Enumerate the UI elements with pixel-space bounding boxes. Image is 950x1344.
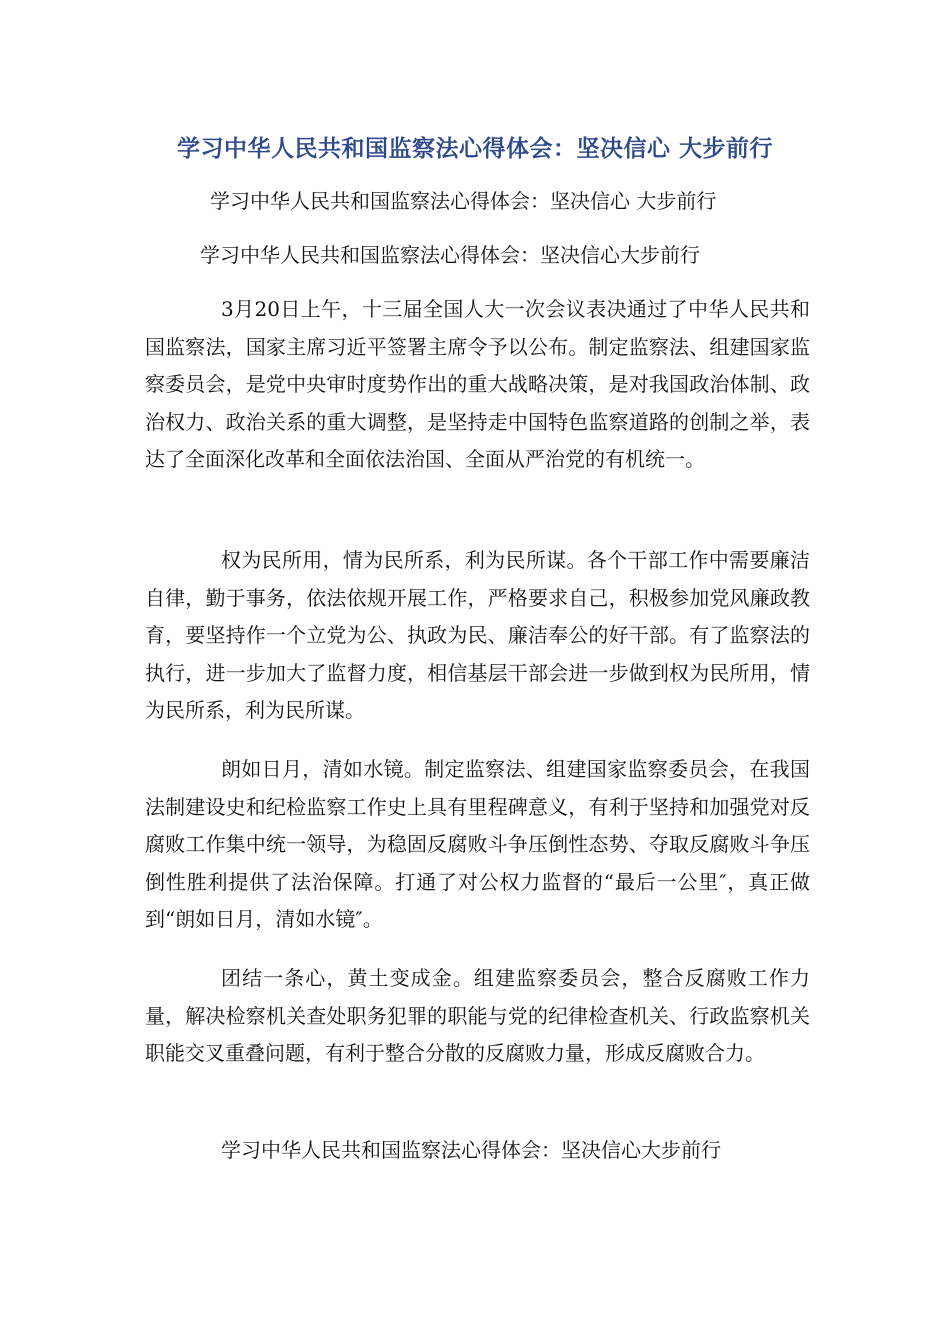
body-paragraph-1: 3月20日上午，十三届全国人大一次会议表决通过了中华人民共和国监察法，国家主席习近平签署主席令予以公布。制定监察法、组建国家监察委员会，是党中央审时度势作出的重大战略决策，是对我国政治体制、政治权力、政治关系的重大调整，是坚持走中国特色监察道路的创制之举，表达了全面深化改革和全面依法治国、全面从严治党的有机统一。 (145, 297, 810, 471)
subtitle-line-2: 学习中华人民共和国监察法心得体会：坚决信心大步前行 (200, 243, 700, 267)
document-title: 学习中华人民共和国监察法心得体会：坚决信心 大步前行 (176, 136, 773, 162)
closing-line: 学习中华人民共和国监察法心得体会：坚决信心大步前行 (221, 1138, 721, 1162)
body-paragraph-4: 团结一条心，黄土变成金。组建监察委员会，整合反腐败工作力量，解决检察机关查处职务犯罪的职能与党的纪律检查机关、行政监察机关职能交叉重叠问题，有利于整合分散的反腐败力量，形成反腐败合力。 (145, 966, 810, 1065)
subtitle-line-1: 学习中华人民共和国监察法心得体会：坚决信心 大步前行 (210, 189, 717, 213)
body-paragraph-2: 权为民所用，情为民所系，利为民所谋。各个干部工作中需要廉洁自律，勤于事务，依法依规开展工作，严格要求自己，积极参加党风廉政教育，要坚持作一个立党为公、执政为民、廉洁奉公的好干部。有了监察法的执行，进一步加大了监督力度，相信基层干部会进一步做到权为民所用，情为民所系，利为民所谋。 (145, 548, 810, 722)
body-paragraph-3: 朗如日月，清如水镜。制定监察法、组建国家监察委员会，在我国法制建设史和纪检监察工作史上具有里程碑意义，有利于坚持和加强党对反腐败工作集中统一领导，为稳固反腐败斗争压倒性态势、夺取反腐败斗争压倒性胜利提供了法治保障。打通了对公权力监督的“最后一公里″，真正做到“朗如日月，清如水镜″。 (145, 757, 810, 931)
